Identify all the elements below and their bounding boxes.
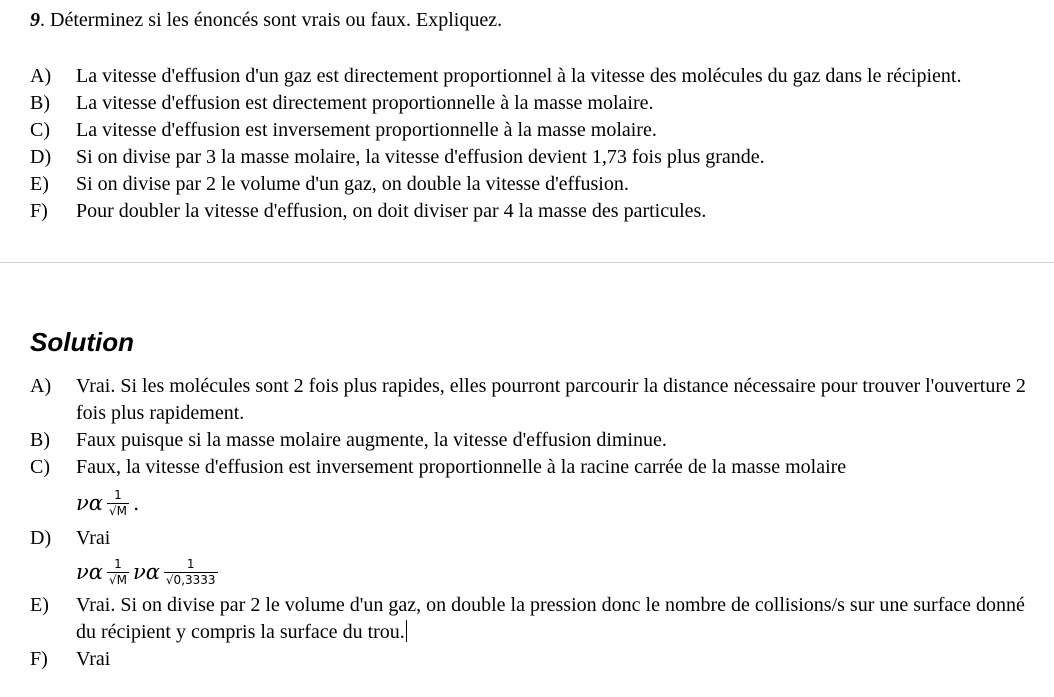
item-letter: B): [30, 92, 50, 114]
item-text: Vrai: [76, 648, 111, 670]
item-text: La vitesse d'effusion est directement proportionnelle à la masse molaire.: [76, 92, 654, 114]
item-letter: A): [30, 375, 52, 397]
item-text: Pour doubler la vitesse d'effusion, on doit diviser par 4 la masse des particules.: [76, 200, 707, 222]
question-item-a: [30, 63, 1030, 90]
item-letter: D): [30, 527, 52, 549]
solution-item-f: [30, 646, 1030, 673]
section-divider: [0, 262, 1054, 263]
item-letter: C): [30, 119, 50, 141]
item-text: Vrai. Si les molécules sont 2 fois plus rapides, elles pourront parcourir la distance nécessaire pour trouver l'ouverture 2 fois plus rapidement.: [76, 375, 1026, 424]
item-text: Vrai: [76, 527, 111, 549]
fraction-denominator: √M: [108, 503, 127, 518]
fraction: [164, 558, 218, 587]
text-cursor: [406, 620, 407, 642]
item-letter: F): [30, 648, 48, 670]
fraction-numerator: 1: [114, 556, 122, 571]
fraction-numerator: 1: [114, 487, 122, 502]
item-text: Faux, la vitesse d'effusion est inversement proportionnelle à la racine carrée de la masse molaire: [76, 456, 847, 478]
solution-title: Solution: [30, 327, 134, 357]
nu-alpha: να: [132, 559, 160, 584]
item-letter: B): [30, 429, 50, 451]
formula-c: [76, 481, 1030, 525]
formula-d: [76, 552, 1030, 592]
item-text: Faux puisque si la masse molaire augmente, la vitesse d'effusion diminue.: [76, 429, 667, 451]
question-item-f: [30, 198, 1030, 225]
item-text: Si on divise par 2 le volume d'un gaz, on double la vitesse d'effusion.: [76, 173, 629, 195]
question-item-c: [30, 117, 1030, 144]
nu-alpha: να: [76, 490, 103, 515]
question-item-b: [30, 90, 1030, 117]
solution-list: [30, 373, 1030, 673]
item-text: La vitesse d'effusion d'un gaz est directement proportionnel à la vitesse des molécules du gaz dans le récipient.: [76, 65, 962, 87]
solution-item-a: [30, 373, 1030, 427]
solution-item-e: [30, 592, 1030, 646]
question-number: 9: [30, 9, 40, 31]
item-letter: E): [30, 173, 49, 195]
formula-period: .: [132, 490, 140, 515]
item-letter: A): [30, 65, 52, 87]
question-header: [30, 8, 502, 32]
nu-alpha: να: [76, 559, 103, 584]
solution-item-c: [30, 454, 1030, 525]
question-prompt: . Déterminez si les énoncés sont vrais ou faux. Expliquez.: [40, 9, 503, 31]
solution-item-b: [30, 427, 1030, 454]
fraction: [107, 489, 129, 518]
solution-item-d: [30, 525, 1030, 592]
item-text: Si on divise par 3 la masse molaire, la vitesse d'effusion devient 1,73 fois plus grande.: [76, 146, 765, 168]
question-list: [30, 63, 1030, 225]
item-letter: C): [30, 456, 50, 478]
question-item-d: [30, 144, 1030, 171]
item-text: La vitesse d'effusion est inversement proportionnelle à la masse molaire.: [76, 119, 657, 141]
fraction-denominator: √M: [108, 572, 127, 587]
fraction-denominator: √0,3333: [165, 572, 216, 587]
item-letter: E): [30, 594, 49, 616]
fraction: [107, 558, 129, 587]
item-letter: D): [30, 146, 52, 168]
question-item-e: [30, 171, 1030, 198]
item-letter: F): [30, 200, 48, 222]
fraction-numerator: 1: [186, 556, 195, 571]
item-text: Vrai. Si on divise par 2 le volume d'un gaz, on double la pression donc le nombre de collisions/s sur une surface donné du récipient y compris la surface du trou.: [76, 594, 1025, 643]
